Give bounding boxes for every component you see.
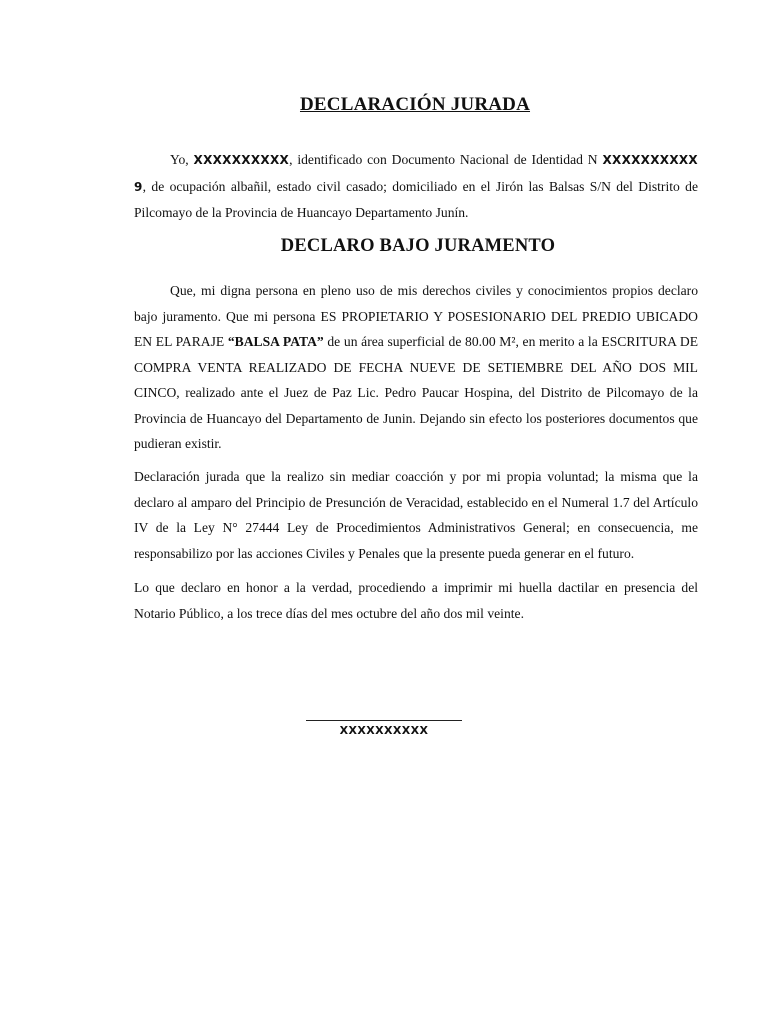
text-segment: Que, mi digna persona en pleno uso de mis derechos civiles y conocimientos propios declaro bajo juramento. Que mi persona ES PROPIETARIO Y POSESIONARIO DEL PREDIO UBICADO EN EL PARAJE (134, 283, 698, 349)
paragraph-declaration (134, 278, 698, 457)
text-segment: , identificado con Documento Nacional de Identidad N (289, 152, 603, 167)
signature-name: XXXXXXXXXX (339, 724, 429, 737)
paragraph-identity (134, 147, 698, 226)
paragraph-closing: Lo que declaro en honor a la verdad, procediendo a imprimir mi huella dactilar en presencia del Notario Público, a los trece días del mes octubre del año dos mil veinte. (134, 580, 698, 621)
text-segment: , de ocupación albañil, estado civil casado; domiciliado en el Jirón las Balsas S/N del Distrito de Pilcomayo de la Provincia de Huancayo Departamento Junín. (134, 178, 698, 220)
document-title: DECLARACIÓN JURADA (299, 94, 531, 115)
text-segment: , en merito a la ESCRITURA DE COMPRA VENTA REALIZADO DE FECHA NUEVE DE SETIEMBRE DEL AÑO DOS MIL CINCO, realizado ante el Juez de Paz Lic. Pedro Paucar Hospina, del Distrito de Pilcomayo de la Provincia de Huancayo del Departamento de Junin. Dejando sin efecto los posteriores documentos que pudieran existir. (134, 334, 698, 451)
paragraph-legal-basis: Declaración jurada que la realizo sin mediar coacción y por mi propia voluntad; la misma que la declaro al amparo del Principio de Presunción de Veracidad, establecido en el Numeral 1.7 del Artículo IV de la Ley N° 27444 Ley de Procedimientos Administrativos General; en consecuencia, me responsabilizo por las acciones Civiles y Penales que la presente pueda generar en el futuro. (134, 469, 698, 561)
declarant-name: XXXXXXXXXX (193, 153, 290, 167)
document-subtitle: DECLARO BAJO JURAMENTO (280, 236, 556, 256)
dni-number: XXXXXXXXXX 9 (134, 153, 698, 194)
text-segment: Yo, (170, 152, 194, 167)
signature-line (306, 720, 462, 721)
text-segment: de un área superficial de 80.00 M² (323, 334, 516, 349)
place-name: “BALSA PATA” (227, 334, 324, 349)
